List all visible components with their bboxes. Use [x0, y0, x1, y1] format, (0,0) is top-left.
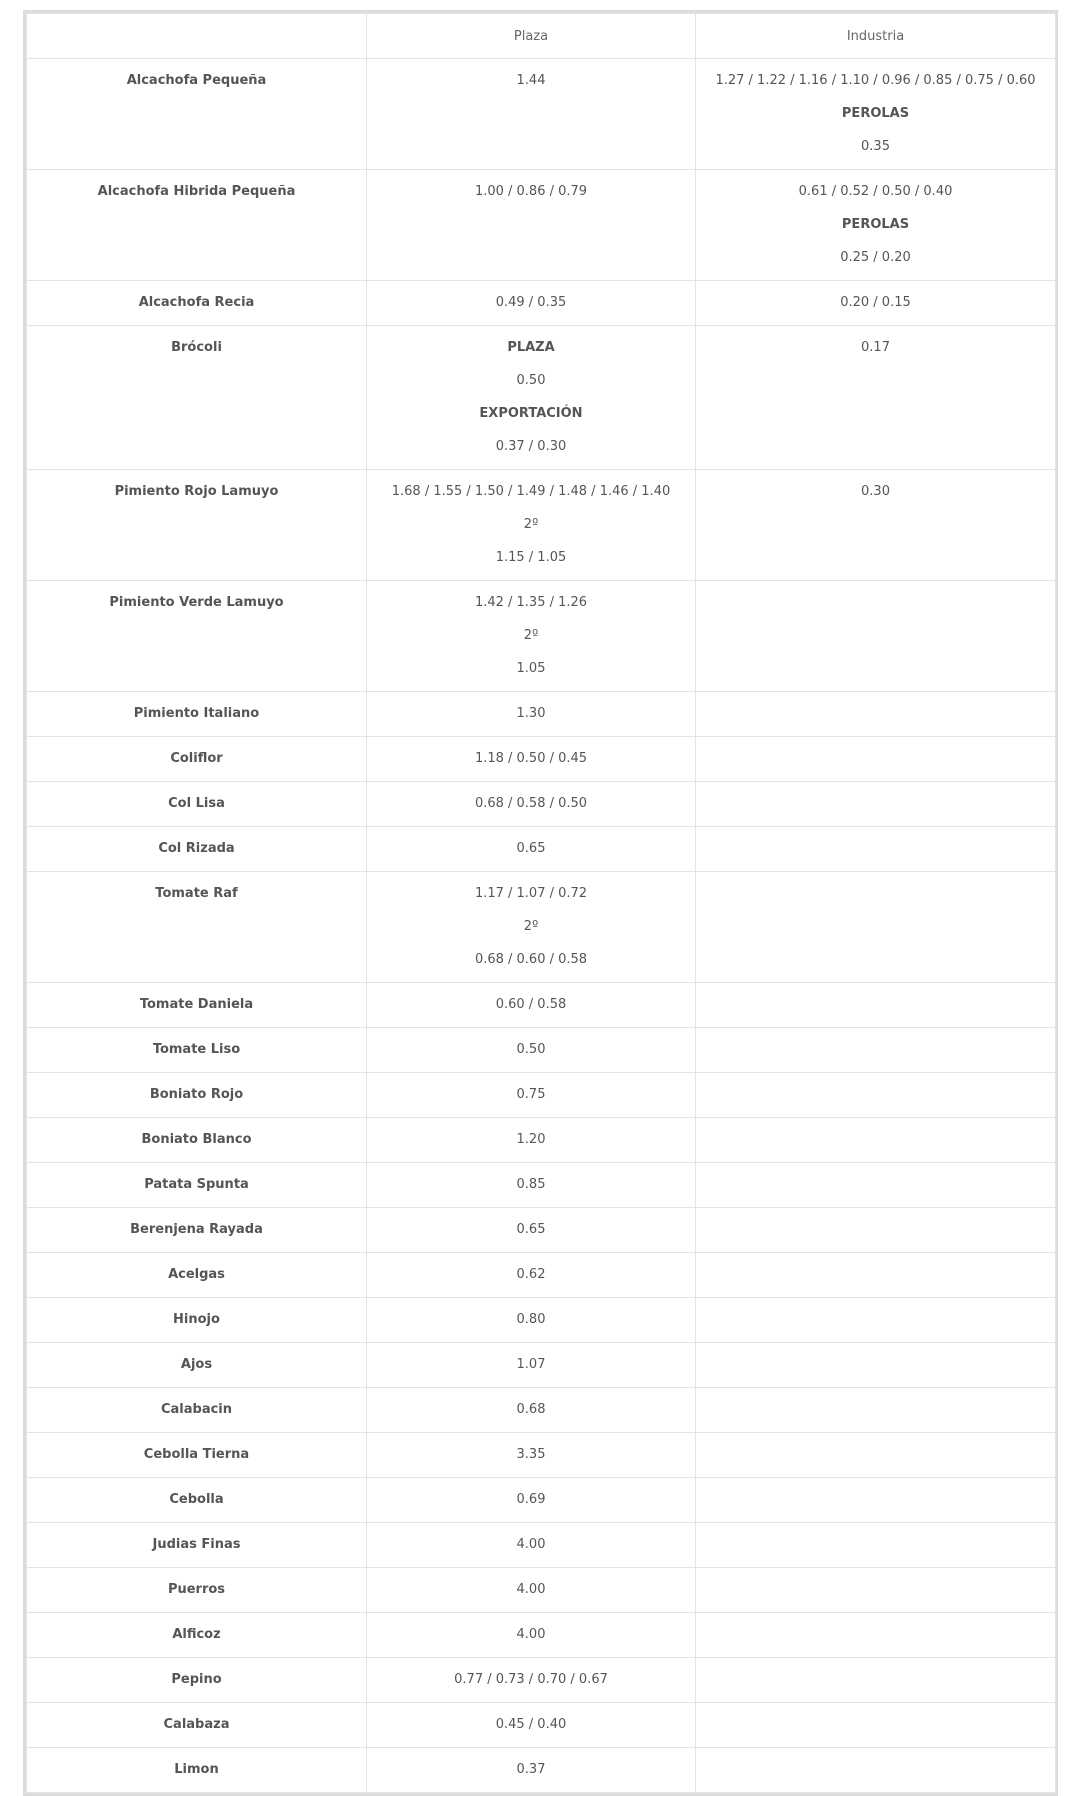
industria-cell	[696, 1028, 1056, 1073]
product-name: Tomate Raf	[27, 872, 367, 983]
plaza-price: 1.30	[516, 706, 546, 721]
table-row	[27, 1703, 1056, 1748]
product-name: Alficoz	[27, 1613, 367, 1658]
product-name: Limon	[27, 1748, 367, 1793]
industria-cell	[696, 1703, 1056, 1748]
plaza-price: 2º	[523, 919, 539, 934]
industria-cell	[696, 827, 1056, 872]
plaza-cell	[367, 1118, 696, 1163]
table-row	[27, 782, 1056, 827]
plaza-price: 1.17 / 1.07 / 0.72	[474, 886, 588, 901]
product-name: Alcachofa Hibrida Pequeña	[27, 170, 367, 281]
industria-cell	[696, 983, 1056, 1028]
plaza-cell	[367, 1298, 696, 1343]
plaza-cell	[367, 983, 696, 1028]
plaza-cell	[367, 470, 696, 581]
plaza-cell	[367, 782, 696, 827]
plaza-price: 1.42 / 1.35 / 1.26	[474, 595, 588, 610]
plaza-price: 0.77 / 0.73 / 0.70 / 0.67	[454, 1672, 608, 1687]
plaza-price: 4.00	[516, 1582, 546, 1597]
table-row	[27, 1343, 1056, 1388]
industria-cell	[696, 1478, 1056, 1523]
product-name: Alcachofa Pequeña	[27, 59, 367, 170]
plaza-cell	[367, 1658, 696, 1703]
table-row	[27, 872, 1056, 983]
plaza-price: 1.00 / 0.86 / 0.79	[474, 184, 588, 199]
product-name: Patata Spunta	[27, 1163, 367, 1208]
table-row	[27, 1073, 1056, 1118]
header-product	[27, 14, 367, 59]
plaza-cell	[367, 1028, 696, 1073]
plaza-cell	[367, 1613, 696, 1658]
product-name: Hinojo	[27, 1298, 367, 1343]
plaza-price: 0.37 / 0.30	[495, 439, 567, 454]
plaza-cell	[367, 737, 696, 782]
plaza-cell	[367, 1703, 696, 1748]
table-row	[27, 1208, 1056, 1253]
industria-cell	[696, 1163, 1056, 1208]
plaza-cell	[367, 1343, 696, 1388]
table-row	[27, 470, 1056, 581]
industria-price: 0.20 / 0.15	[840, 295, 911, 310]
table-row	[27, 1613, 1056, 1658]
product-name: Ajos	[27, 1343, 367, 1388]
plaza-price: 1.15 / 1.05	[495, 550, 567, 565]
table-row	[27, 827, 1056, 872]
header-industria: Industria	[696, 14, 1056, 59]
table-row	[27, 326, 1056, 470]
industria-cell	[696, 326, 1056, 470]
industria-cell	[696, 692, 1056, 737]
price-table-container	[23, 10, 1058, 1796]
product-name: Tomate Liso	[27, 1028, 367, 1073]
industria-cell	[696, 1433, 1056, 1478]
plaza-section-label: PLAZA	[507, 340, 555, 355]
industria-price: 0.25 / 0.20	[840, 250, 911, 265]
plaza-price: 0.85	[516, 1177, 546, 1192]
plaza-price: 0.50	[516, 373, 546, 388]
table-row	[27, 170, 1056, 281]
price-table	[26, 13, 1056, 1793]
industria-cell	[696, 170, 1056, 281]
plaza-cell	[367, 1163, 696, 1208]
product-name: Acelgas	[27, 1253, 367, 1298]
industria-cell	[696, 1343, 1056, 1388]
plaza-cell	[367, 1433, 696, 1478]
product-name: Pimiento Verde Lamuyo	[27, 581, 367, 692]
table-row	[27, 1748, 1056, 1793]
industria-price: 0.35	[861, 139, 890, 154]
plaza-cell	[367, 1208, 696, 1253]
plaza-price: 3.35	[516, 1447, 546, 1462]
product-name: Calabacin	[27, 1388, 367, 1433]
plaza-price: 0.37	[516, 1762, 546, 1777]
industria-cell	[696, 1253, 1056, 1298]
table-row	[27, 581, 1056, 692]
plaza-price: 1.68 / 1.55 / 1.50 / 1.49 / 1.48 / 1.46 / 1.40	[391, 484, 671, 499]
plaza-price: 0.80	[516, 1312, 546, 1327]
industria-cell	[696, 470, 1056, 581]
table-row	[27, 1253, 1056, 1298]
industria-cell	[696, 1568, 1056, 1613]
plaza-cell	[367, 1568, 696, 1613]
product-name: Judias Finas	[27, 1523, 367, 1568]
industria-cell	[696, 1658, 1056, 1703]
product-name: Tomate Daniela	[27, 983, 367, 1028]
industria-cell	[696, 1748, 1056, 1793]
plaza-price: 0.49 / 0.35	[495, 295, 567, 310]
product-name: Boniato Blanco	[27, 1118, 367, 1163]
industria-cell	[696, 872, 1056, 983]
plaza-price: 0.62	[516, 1267, 546, 1282]
industria-cell	[696, 1298, 1056, 1343]
plaza-price: 2º	[523, 628, 539, 643]
plaza-price: 0.68 / 0.60 / 0.58	[474, 952, 588, 967]
header-plaza: Plaza	[367, 14, 696, 59]
industria-cell	[696, 1523, 1056, 1568]
industria-price: 1.27 / 1.22 / 1.16 / 1.10 / 0.96 / 0.85 / 0.75 / 0.60	[715, 73, 1036, 88]
industria-section-label: PEROLAS	[841, 106, 910, 121]
plaza-price: 4.00	[516, 1537, 546, 1552]
plaza-cell	[367, 581, 696, 692]
table-row	[27, 1298, 1056, 1343]
product-name: Pimiento Rojo Lamuyo	[27, 470, 367, 581]
industria-price: 0.17	[861, 340, 890, 355]
plaza-section-label: EXPORTACIÓN	[479, 406, 583, 421]
plaza-cell	[367, 281, 696, 326]
industria-cell	[696, 581, 1056, 692]
product-name: Col Lisa	[27, 782, 367, 827]
plaza-price: 0.65	[516, 1222, 546, 1237]
industria-cell	[696, 1613, 1056, 1658]
industria-cell	[696, 737, 1056, 782]
plaza-price: 0.75	[516, 1087, 546, 1102]
table-row	[27, 983, 1056, 1028]
industria-cell	[696, 1073, 1056, 1118]
plaza-cell	[367, 1478, 696, 1523]
table-row	[27, 1163, 1056, 1208]
product-name: Berenjena Rayada	[27, 1208, 367, 1253]
plaza-cell	[367, 59, 696, 170]
industria-cell	[696, 1388, 1056, 1433]
table-body	[27, 59, 1056, 1793]
product-name: Col Rizada	[27, 827, 367, 872]
plaza-cell	[367, 872, 696, 983]
table-row	[27, 692, 1056, 737]
plaza-cell	[367, 1073, 696, 1118]
table-header	[27, 14, 1056, 59]
industria-section-label: PEROLAS	[841, 217, 910, 232]
plaza-price: 0.45 / 0.40	[495, 1717, 567, 1732]
plaza-price: 0.50	[516, 1042, 546, 1057]
table-row	[27, 1568, 1056, 1613]
table-row	[27, 1028, 1056, 1073]
table-row	[27, 1658, 1056, 1703]
plaza-price: 0.68 / 0.58 / 0.50	[474, 796, 588, 811]
table-row	[27, 1118, 1056, 1163]
table-row	[27, 1523, 1056, 1568]
table-row	[27, 1433, 1056, 1478]
plaza-price: 0.69	[516, 1492, 546, 1507]
plaza-cell	[367, 1523, 696, 1568]
table-row	[27, 737, 1056, 782]
plaza-price: 4.00	[516, 1627, 546, 1642]
plaza-price: 1.44	[516, 73, 546, 88]
table-row	[27, 1478, 1056, 1523]
plaza-cell	[367, 827, 696, 872]
table-row	[27, 1388, 1056, 1433]
plaza-price: 1.18 / 0.50 / 0.45	[474, 751, 588, 766]
plaza-cell	[367, 1253, 696, 1298]
plaza-price: 0.60 / 0.58	[495, 997, 567, 1012]
product-name: Boniato Rojo	[27, 1073, 367, 1118]
plaza-cell	[367, 170, 696, 281]
plaza-price: 1.05	[516, 661, 546, 676]
plaza-cell	[367, 692, 696, 737]
industria-price: 0.61 / 0.52 / 0.50 / 0.40	[798, 184, 953, 199]
product-name: Pimiento Italiano	[27, 692, 367, 737]
product-name: Cebolla Tierna	[27, 1433, 367, 1478]
industria-cell	[696, 281, 1056, 326]
industria-cell	[696, 782, 1056, 827]
product-name: Brócoli	[27, 326, 367, 470]
product-name: Calabaza	[27, 1703, 367, 1748]
industria-cell	[696, 59, 1056, 170]
industria-cell	[696, 1208, 1056, 1253]
plaza-price: 1.07	[516, 1357, 546, 1372]
industria-price: 0.30	[861, 484, 890, 499]
product-name: Alcachofa Recia	[27, 281, 367, 326]
table-row	[27, 281, 1056, 326]
plaza-price: 2º	[523, 517, 539, 532]
plaza-cell	[367, 1388, 696, 1433]
product-name: Puerros	[27, 1568, 367, 1613]
product-name: Cebolla	[27, 1478, 367, 1523]
table-row	[27, 59, 1056, 170]
plaza-cell	[367, 1748, 696, 1793]
header-row	[27, 14, 1056, 59]
industria-cell	[696, 1118, 1056, 1163]
plaza-price: 0.65	[516, 841, 546, 856]
plaza-price: 1.20	[516, 1132, 546, 1147]
product-name: Pepino	[27, 1658, 367, 1703]
plaza-price: 0.68	[516, 1402, 546, 1417]
plaza-cell	[367, 326, 696, 470]
product-name: Coliflor	[27, 737, 367, 782]
